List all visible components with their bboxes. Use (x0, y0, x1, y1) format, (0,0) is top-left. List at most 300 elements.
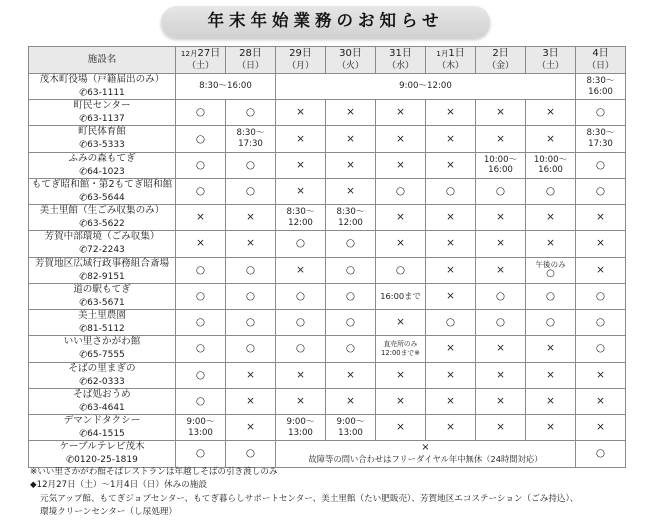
status-open (176, 126, 226, 152)
facility-name: もてぎ昭和館・第2もてぎ昭和館 (31, 178, 173, 190)
open-mark: ○ (245, 289, 256, 302)
status-open (526, 178, 576, 204)
open-mark: ○ (595, 289, 606, 302)
closed-mark: × (396, 368, 405, 381)
header-day-label: 1日 (448, 48, 465, 60)
status-closed (476, 231, 526, 257)
status-open (576, 100, 626, 126)
closed-mark: × (546, 394, 555, 407)
phone-number: 63-1111 (87, 87, 125, 98)
hours-text-line1: 9:00〜 (286, 416, 315, 427)
open-mark: ○ (395, 184, 406, 197)
status-closed (276, 257, 326, 283)
hours-text-line2: 16:00 (588, 86, 613, 97)
header-date-5 (376, 47, 426, 74)
closed-mark: × (346, 394, 355, 407)
closed-mark: × (396, 132, 405, 145)
closed-mark: × (396, 394, 405, 407)
facility-name: 美土里館（生ごみ収集のみ） (39, 205, 165, 217)
closed-mark: × (296, 184, 305, 197)
phone-icon: ✆ (79, 139, 88, 151)
header-date-1 (176, 47, 226, 74)
closed-mark: × (496, 106, 505, 119)
status-closed (526, 231, 576, 257)
open-mark: ○ (495, 184, 506, 197)
facility-phone (29, 218, 175, 230)
status-open (576, 441, 626, 467)
status-closed (376, 100, 426, 126)
header-day-label: 29日 (289, 48, 312, 60)
hours-text-line1: 8:30〜 (236, 128, 265, 139)
schedule-table (28, 46, 626, 468)
status-hours (226, 126, 276, 152)
hours-text-line1: 10:00〜 (483, 154, 518, 165)
status-open (576, 178, 626, 204)
facility-name: 芳賀中部環境（ごみ収集） (44, 231, 160, 243)
status-closed (326, 178, 376, 204)
hours-text-line2: 13:00 (288, 427, 313, 438)
status-closed (526, 336, 576, 362)
open-mark: ○ (245, 342, 256, 355)
header-date-4 (326, 47, 376, 74)
facility-phone (29, 113, 175, 125)
status-open (226, 283, 276, 309)
open-mark: ○ (545, 184, 556, 197)
facility-name: ふみの森もてぎ (68, 152, 136, 164)
header-weekday-label: （日） (586, 60, 614, 71)
open-mark: ○ (195, 263, 206, 276)
status-open (376, 178, 426, 204)
facility-name: 美土里農園 (78, 310, 126, 322)
open-mark: ○ (445, 184, 456, 197)
status-closed (326, 362, 376, 388)
closed-mark: × (446, 237, 455, 250)
hours-text-line2: 12:00 (288, 217, 313, 228)
closed-mark: × (596, 394, 605, 407)
status-open (226, 310, 276, 336)
facility-name: ケーブルテレビ茂木 (59, 441, 145, 453)
status-open (276, 310, 326, 336)
closed-mark: × (396, 211, 405, 224)
status-hours (326, 205, 376, 231)
closed-mark: × (296, 263, 305, 276)
status-hours (276, 74, 576, 100)
phone-number: 63-5333 (87, 140, 125, 151)
open-mark: ○ (595, 447, 606, 460)
hours-text-line2: 17:30 (238, 139, 263, 150)
closed-mark: × (346, 106, 355, 119)
closed-mark: × (446, 394, 455, 407)
open-mark: ○ (345, 316, 356, 329)
phone-icon: ✆ (79, 323, 88, 335)
open-mark: ○ (195, 106, 206, 119)
hours-text-line2: 13:00 (188, 427, 213, 438)
header-weekday-label: （火） (336, 60, 364, 71)
facility-cell (29, 283, 176, 309)
schedule-table-container (28, 46, 626, 468)
phone-icon: ✆ (79, 376, 88, 388)
facility-phone (29, 139, 175, 151)
status-closed (426, 283, 476, 309)
closed-mark: × (496, 237, 505, 250)
table-row (29, 152, 626, 178)
table-row (29, 100, 626, 126)
closed-mark: × (296, 132, 305, 145)
table-row (29, 205, 626, 231)
title-banner-container (0, 6, 651, 38)
status-closed (426, 415, 476, 441)
status-open (426, 310, 476, 336)
facility-phone (29, 402, 175, 414)
closed-mark: × (296, 394, 305, 407)
closed-mark: × (496, 263, 505, 276)
closed-mark: × (421, 442, 430, 454)
phone-number: 64-1515 (87, 429, 125, 440)
phone-number: 63-1137 (87, 114, 125, 125)
closed-mark: × (546, 368, 555, 381)
status-hours (276, 415, 326, 441)
open-mark: ○ (245, 184, 256, 197)
closed-mark: × (196, 211, 205, 224)
status-open (176, 336, 226, 362)
header-date-main (276, 48, 325, 61)
facility-cell (29, 178, 176, 204)
status-closed (426, 388, 476, 414)
closed-mark: × (296, 368, 305, 381)
status-closed (476, 388, 526, 414)
status-open (526, 310, 576, 336)
open-mark: ○ (245, 316, 256, 329)
facility-phone (29, 271, 175, 283)
status-open (576, 152, 626, 178)
closed-mark: × (496, 394, 505, 407)
status-closed-with-note (276, 441, 576, 467)
closed-mark: × (246, 421, 255, 434)
closed-mark: × (596, 237, 605, 250)
status-open (476, 310, 526, 336)
status-closed (376, 415, 426, 441)
header-weekday-label: （土） (536, 60, 564, 71)
header-date-9 (576, 47, 626, 74)
closed-mark: × (346, 158, 355, 171)
hours-text-line1: 8:30〜 (586, 128, 615, 139)
status-closed (426, 362, 476, 388)
phone-icon: ✆ (79, 349, 88, 361)
hours-text: 9:00〜12:00 (399, 81, 452, 92)
status-open (526, 283, 576, 309)
footnote-line-3: 元気アップ館、もてぎジョブセンター、もてぎ暮らしサポートセンター、美土里館（たい肥販売）、芳賀地区エコステーション（ごみ持込）、 (40, 493, 579, 504)
status-closed (376, 310, 426, 336)
header-month-label: 12月 (180, 49, 198, 59)
hours-text-line2: 17:30 (588, 139, 613, 150)
facility-name: そばの里まぎの (68, 362, 136, 374)
status-open (176, 441, 226, 467)
status-hours (476, 152, 526, 178)
open-mark: ○ (245, 447, 256, 460)
header-day-label: 30日 (339, 48, 362, 60)
facility-phone (29, 297, 175, 309)
hours-text-line1: 8:30〜 (336, 207, 365, 218)
header-weekday-label: （土） (186, 60, 214, 71)
status-closed (476, 257, 526, 283)
phone-number: 65-7555 (87, 350, 125, 361)
facility-phone (29, 87, 175, 99)
table-row (29, 257, 626, 283)
status-closed (576, 415, 626, 441)
status-note (376, 283, 426, 309)
table-row (29, 231, 626, 257)
closed-mark: × (546, 237, 555, 250)
header-date-main (526, 48, 575, 61)
status-closed (376, 126, 426, 152)
phone-number: 81-5112 (87, 324, 125, 335)
facility-cell (29, 362, 176, 388)
status-hours (576, 74, 626, 100)
phone-number: 63-5671 (87, 297, 125, 308)
phone-icon: ✆ (66, 454, 75, 466)
status-hours (576, 126, 626, 152)
note-text: 16:00まで (380, 290, 421, 301)
phone-number: 64-1023 (87, 166, 125, 177)
footnote-line-1: ※いい里さかがわ館そばレストランは年越しそばの引き渡しのみ (30, 467, 278, 477)
phone-icon: ✆ (79, 402, 88, 414)
header-date-main (226, 48, 275, 61)
closed-mark: × (546, 106, 555, 119)
status-closed (176, 231, 226, 257)
facility-cell (29, 205, 176, 231)
closed-mark: × (496, 211, 505, 224)
status-closed (576, 257, 626, 283)
facility-name: そば処おうめ (73, 388, 131, 400)
status-open (176, 362, 226, 388)
open-mark: ○ (245, 106, 256, 119)
header-date-8 (526, 47, 576, 74)
closed-mark: × (396, 106, 405, 119)
header-day-label: 4日 (592, 48, 609, 60)
status-partial (526, 257, 576, 283)
facility-cell (29, 388, 176, 414)
header-date-main (426, 48, 475, 61)
status-open (176, 100, 226, 126)
status-closed (576, 362, 626, 388)
facility-name: 道の駅もてぎ (73, 283, 131, 295)
status-closed (476, 336, 526, 362)
header-date-7 (476, 47, 526, 74)
table-row (29, 178, 626, 204)
facility-name: 町民体育館 (78, 126, 126, 138)
footnote-line-2: ◆12月27日（土）〜1月4日（日）休みの施設 (30, 480, 207, 491)
table-row (29, 362, 626, 388)
open-mark: ○ (495, 289, 506, 302)
header-day-label: 27日 (197, 48, 221, 60)
phone-icon: ✆ (79, 113, 88, 125)
status-open (326, 310, 376, 336)
phone-icon: ✆ (79, 218, 88, 230)
open-mark: ○ (345, 342, 356, 355)
status-open (176, 283, 226, 309)
closed-mark: × (196, 237, 205, 250)
closed-mark: × (246, 211, 255, 224)
status-closed (526, 100, 576, 126)
status-open (176, 152, 226, 178)
status-hours (176, 415, 226, 441)
hours-text-line2: 16:00 (538, 165, 563, 176)
status-open (276, 231, 326, 257)
closed-mark: × (496, 132, 505, 145)
facility-name: デマンドタクシー (63, 415, 141, 427)
closed-mark: × (446, 132, 455, 145)
status-hours (276, 205, 326, 231)
open-mark: ○ (295, 316, 306, 329)
closed-mark: × (446, 368, 455, 381)
header-date-main (476, 48, 525, 61)
status-closed (326, 126, 376, 152)
table-row (29, 441, 626, 467)
note-text-line1: 直売所のみ (383, 340, 418, 349)
status-open (226, 441, 276, 467)
status-closed (276, 126, 326, 152)
phone-icon: ✆ (79, 166, 88, 178)
status-closed (426, 205, 476, 231)
closed-mark: × (396, 316, 405, 329)
facility-phone (29, 244, 175, 256)
closed-mark: × (346, 132, 355, 145)
status-closed (576, 205, 626, 231)
open-mark: ○ (195, 158, 206, 171)
closed-mark: × (446, 106, 455, 119)
status-open (476, 283, 526, 309)
facility-name: いい里さかがわ館 (63, 336, 141, 348)
closed-mark: × (396, 158, 405, 171)
status-closed (526, 362, 576, 388)
closed-mark: × (396, 237, 405, 250)
note-text-line2: 12:00まで※ (381, 348, 420, 357)
closed-mark: × (246, 394, 255, 407)
header-date-main (576, 48, 625, 61)
status-open (176, 310, 226, 336)
closed-mark: × (596, 368, 605, 381)
status-closed (276, 178, 326, 204)
status-closed (376, 231, 426, 257)
status-open (326, 283, 376, 309)
closed-mark: × (546, 421, 555, 434)
header-date-6 (426, 47, 476, 74)
hours-text-line1: 10:00〜 (533, 154, 568, 165)
closed-mark: × (346, 368, 355, 381)
status-closed (326, 100, 376, 126)
table-header (29, 47, 626, 74)
phone-number: 82-9151 (87, 271, 125, 282)
status-open (326, 257, 376, 283)
phone-icon: ✆ (79, 271, 88, 283)
closed-mark: × (296, 158, 305, 171)
header-date-main (176, 48, 225, 61)
open-mark: ○ (395, 263, 406, 276)
facility-cell (29, 152, 176, 178)
header-weekday-label: （月） (286, 60, 314, 71)
closed-mark: × (396, 421, 405, 434)
footnote-line-4: 環境クリーンセンター（し尿処理） (40, 506, 177, 517)
status-open (326, 231, 376, 257)
closed-mark: × (596, 211, 605, 224)
status-closed (426, 100, 476, 126)
open-mark: ○ (595, 184, 606, 197)
status-closed (426, 126, 476, 152)
facility-cell (29, 441, 176, 467)
phone-number: 72-2243 (87, 245, 125, 256)
open-mark: ○ (195, 184, 206, 197)
table-row (29, 310, 626, 336)
phone-icon: ✆ (79, 87, 88, 99)
open-mark: ○ (195, 447, 206, 460)
status-closed (226, 388, 276, 414)
hours-text: 8:30〜16:00 (199, 81, 252, 92)
status-open (176, 388, 226, 414)
open-mark: ○ (545, 316, 556, 329)
status-open (276, 283, 326, 309)
status-open (176, 178, 226, 204)
table-row (29, 336, 626, 362)
hours-text-line2: 13:00 (338, 427, 363, 438)
closed-mark: × (346, 184, 355, 197)
header-weekday-label: （水） (386, 60, 414, 71)
closed-mark: × (596, 263, 605, 276)
header-day-label: 28日 (239, 48, 262, 60)
open-mark: ○ (195, 394, 206, 407)
open-mark: ○ (546, 268, 555, 280)
status-hours (176, 74, 276, 100)
open-mark: ○ (595, 316, 606, 329)
header-date-main (326, 48, 375, 61)
status-closed (426, 336, 476, 362)
header-weekday-label: （日） (236, 60, 264, 71)
header-weekday-label: （金） (486, 60, 514, 71)
facility-phone (29, 323, 175, 335)
status-open (226, 152, 276, 178)
status-open (576, 310, 626, 336)
hours-text-line2: 16:00 (488, 165, 513, 176)
open-mark: ○ (245, 158, 256, 171)
header-facility-name: 施設名 (29, 47, 176, 74)
facility-cell (29, 231, 176, 257)
status-closed (276, 100, 326, 126)
status-closed (576, 231, 626, 257)
facility-phone (29, 166, 175, 178)
status-hours (526, 152, 576, 178)
status-closed (326, 388, 376, 414)
status-closed (476, 100, 526, 126)
closed-mark: × (546, 132, 555, 145)
facility-cell (29, 257, 176, 283)
status-closed (376, 362, 426, 388)
open-mark: ○ (295, 237, 306, 250)
facility-phone (29, 428, 175, 440)
closed-mark: × (446, 342, 455, 355)
table-row (29, 283, 626, 309)
header-month-label: 1月 (436, 49, 449, 59)
facility-phone (29, 454, 175, 466)
open-mark: ○ (595, 342, 606, 355)
facility-cell (29, 100, 176, 126)
closed-mark: × (446, 263, 455, 276)
status-closed (276, 362, 326, 388)
status-open (226, 336, 276, 362)
header-day-label: 3日 (542, 48, 559, 60)
inquiry-note: 故障等の問い合わせはフリーダイヤル年中無休（24時間対応） (308, 453, 543, 464)
status-closed (426, 152, 476, 178)
status-closed (476, 362, 526, 388)
header-day-label: 2日 (492, 48, 509, 60)
